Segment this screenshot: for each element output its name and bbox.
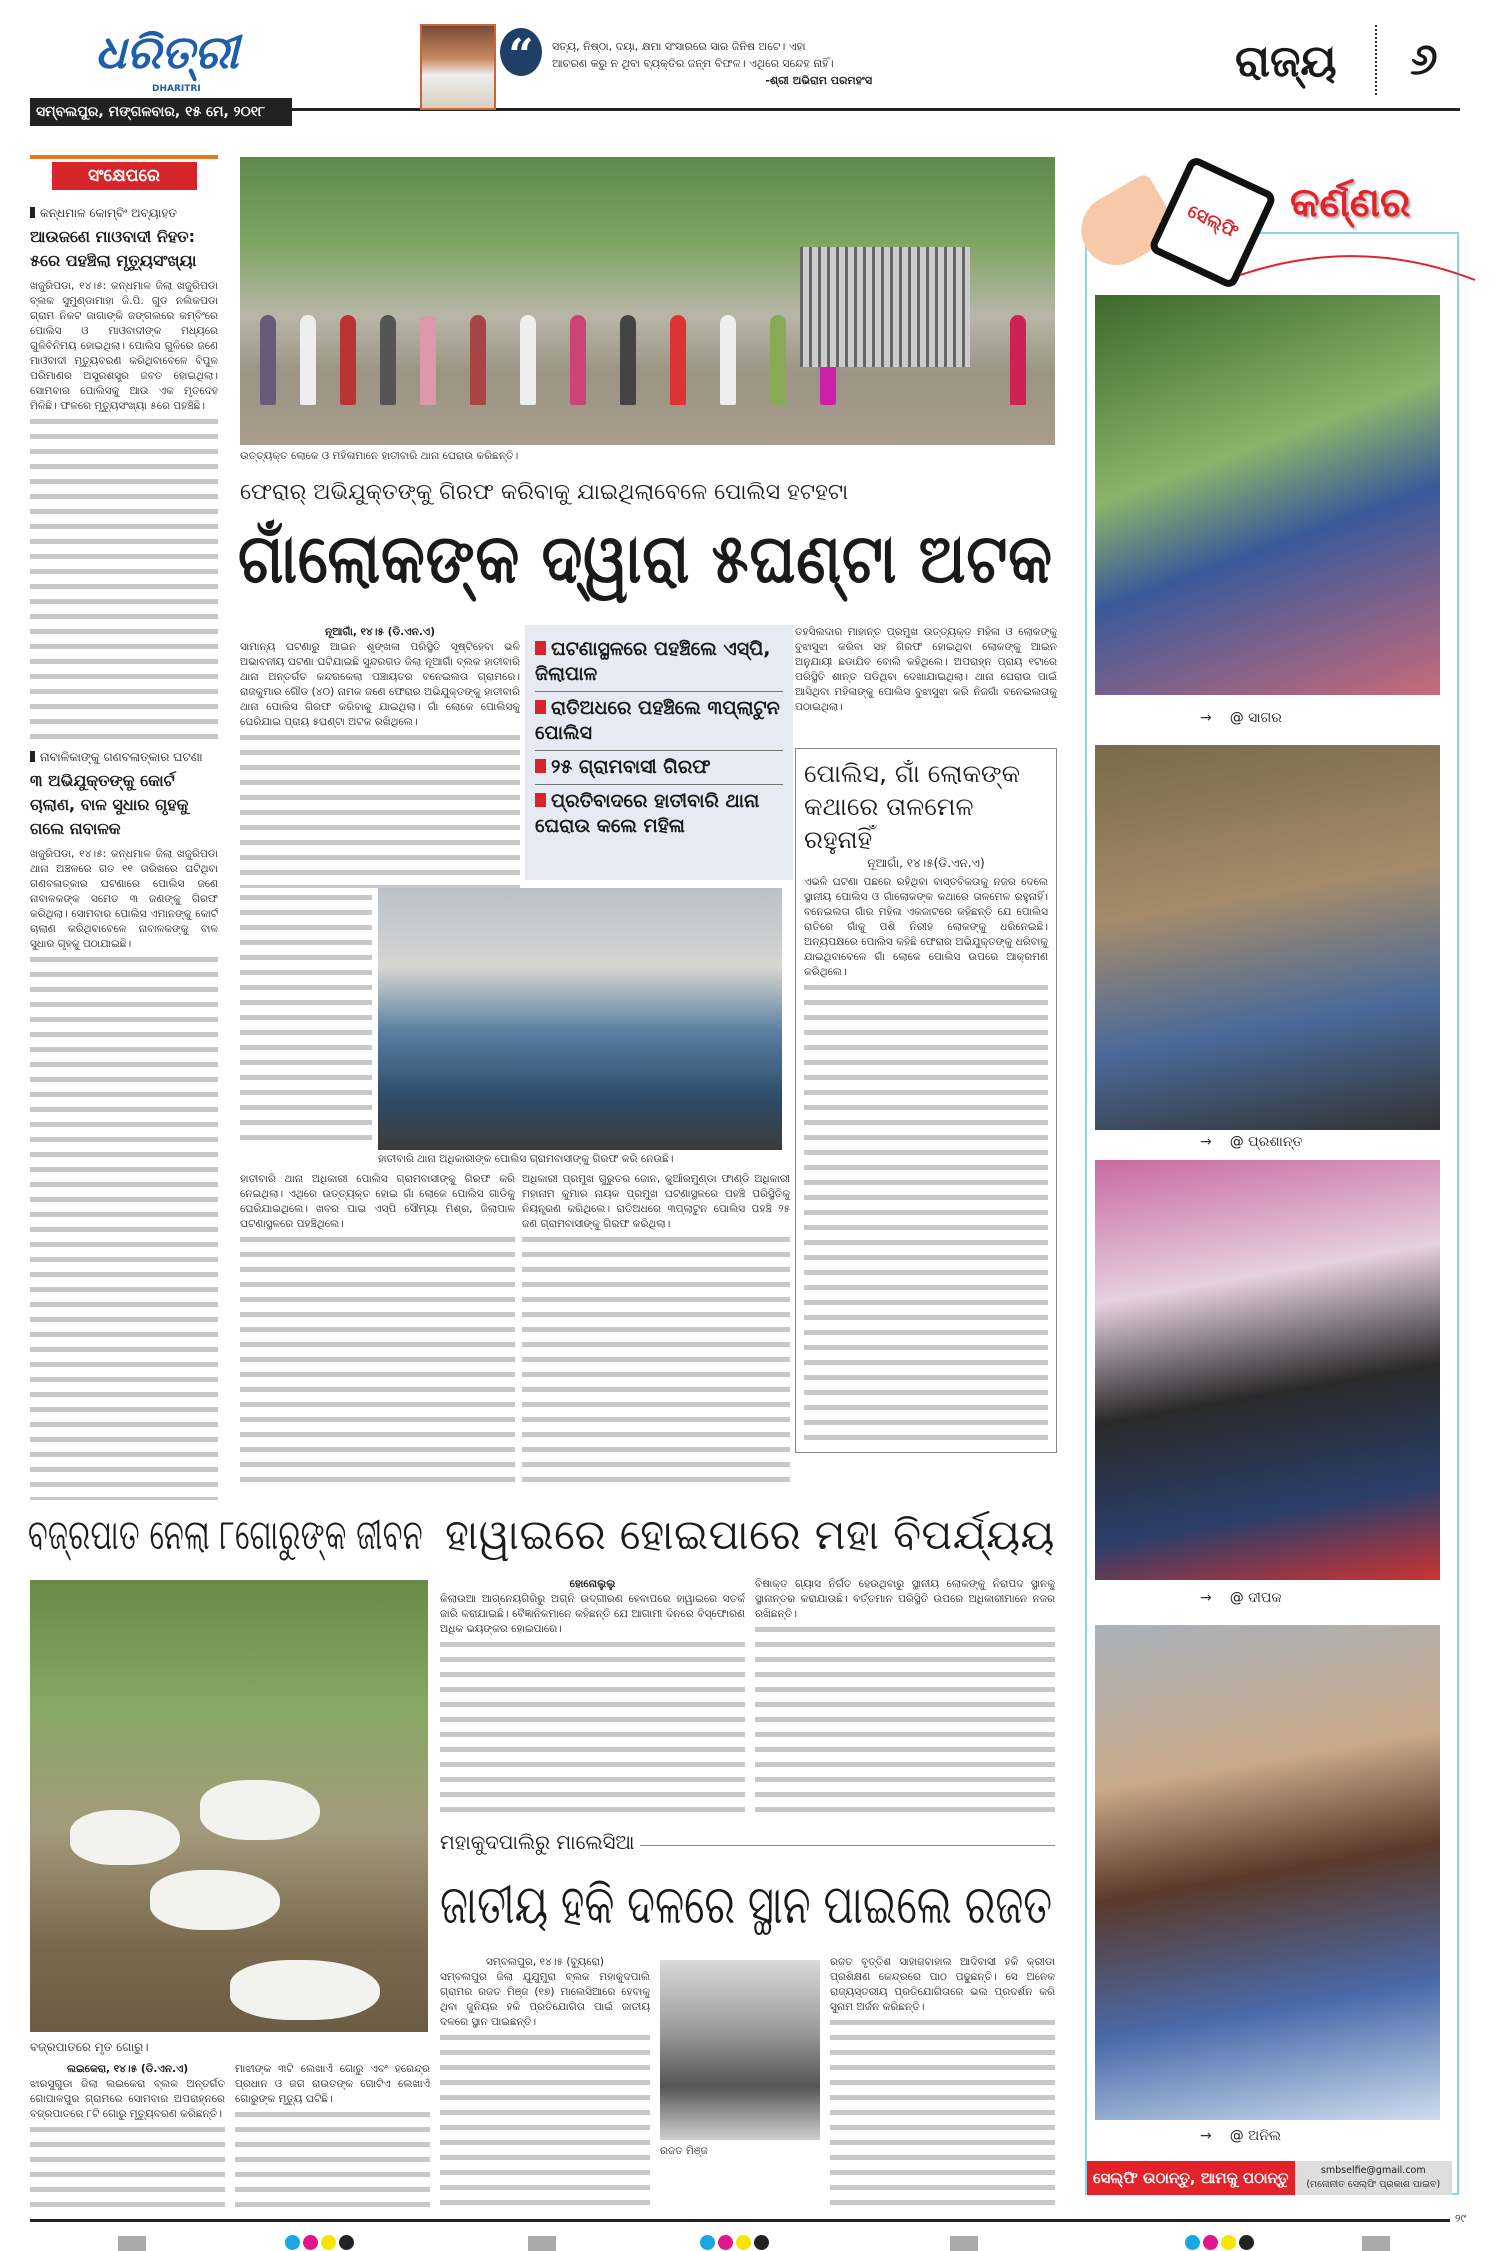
text-filler xyxy=(30,2122,225,2212)
hawaii-headline: ହାୱାଇରେ ହୋଇପାରେ ମହା ବିପର୍ଯ୍ୟୟ xyxy=(445,1510,1055,1559)
text-filler xyxy=(240,730,520,888)
magenta-dot xyxy=(303,2235,318,2250)
selfie-photo-2 xyxy=(1095,745,1440,1130)
magenta-dot xyxy=(1203,2235,1218,2250)
sidebar-story-dateline: ନୂଆଗାଁ, ୧୪।୫(ଡି.ଏନ.ଏ) xyxy=(867,856,985,870)
black-dot xyxy=(339,2235,354,2250)
lead-column-1 xyxy=(240,625,520,888)
selfie-banner-title: ସେଲ୍‌ଫି ଉଠାନ୍ତୁ, ଆମକୁ ପଠାନ୍ତୁ xyxy=(1087,2161,1295,2195)
saint-portrait xyxy=(420,24,496,110)
selfie-email-link[interactable]: smbselfie@gmail.com xyxy=(1320,2165,1426,2176)
lead-column-1b xyxy=(240,890,372,1150)
decorative-arc xyxy=(1240,245,1480,285)
yellow-dot xyxy=(1221,2235,1236,2250)
selfie-banner-contact xyxy=(1295,2161,1452,2195)
magenta-dot xyxy=(718,2235,733,2250)
lead-column-3 xyxy=(795,625,1057,743)
sidebar-story-text: ଏଭଳି ଘଟଣା ପଛରେ ରହିଥିବା ବାସ୍ତବିକତାକୁ ନଜର ଦେଲେ ସ୍ଥାନୀୟ ପୋଲିସ ଓ ଗାଁଲୋକଙ୍କ କଥାରେ ତାଳମେଳ ରହୁନାହିଁ। ବନେଇଲତା ଗାଁର ମହିଳା ଏକଜାଟରେ କହିଛନ୍ତି ଯେ ପୋଲିସ ରାତିରେ ଗାଁକୁ ପଶି ନିରୀହ ଲୋକଙ୍କୁ ଧରିନେଇଛି। ଅନ୍ୟପକ୍ଷରେ ପୋଲିସ କହିଛି ଫେରାର ଅଭିଯୁକ୍ତଙ୍କୁ ଧରିବାକୁ ଯାଇଥିବାବେଳେ ଗାଁ ଲୋକେ ପୋଲିସ ଉପରେ ଆକ୍ରମଣ କରିଥିଲେ। xyxy=(804,876,1048,978)
cattle-text: ଝାରସୁଗୁଡା ଜିଲା ଲଇକେରା ବ୍ଲକ ଅନ୍ତର୍ଗତ ଗୋପାଳପୁର ଗ୍ରାମରେ ସୋମବାର ଅପରାହ୍ନରେ ବଜ୍ରପାତରେ ୮ଟି ଗୋରୁ ମୃତ୍ୟୁବରଣ କରିଛନ୍ତି। xyxy=(30,2078,225,2120)
hawaii-column-2 xyxy=(755,1577,1055,1817)
quote-line: ଆଚରଣ କରୁ ନ ଥିବା ବ୍ୟକ୍ତିର ଜନ୍ମ ବିଫଳ। ଏଥିରେ ସନ୍ଦେହ ନାହିଁ। xyxy=(552,57,834,70)
hockey-text: ରଜତ ବୃତ୍ତିଶ ସାହାଜବାହାଲ ଆଦିବାସୀ ହକି କ୍ରୀଡା ପ୍ରଶିକ୍ଷଣ କେନ୍ଦ୍ରରେ ପାଠ ପଢୁଛନ୍ତି। ସେ ଅନେକ ରାଜ୍ୟସ୍ତରୀୟ ପ୍ରତିଯୋଗିତାରେ ଭଲ ପ୍ରଦର୍ଶନ କରି ସୁନାମ ଅର୍ଜନ କରିଛନ୍ତି। xyxy=(830,1956,1055,2013)
briefs-tag: ସଂକ୍ଷେପରେ xyxy=(52,162,197,190)
folio: ୨୯ xyxy=(1455,2212,1466,2225)
registration-mark xyxy=(950,2236,978,2251)
lead-text: ହାତୀବାରି ଥାନା ଅଧିକାରୀ ପୋଲିସ ଗ୍ରାମବାସୀଙ୍କୁ ଗିରଫ କରି ନେଇଥିଲା। ଏଥିରେ ଉତ୍ତ୍ୟକ୍ତ ହୋଇ ଗାଁ ଲୋକେ ପୋଲିସ ଗାଡିକୁ ଘେରିଯାଇଥିଲେ। ଖବର ପାଇ ଏସ୍‌ପି ସୌମ୍ୟା ମିଶ୍ର, ଜିଲାପାଳ ଘଟଣାସ୍ଥଳରେ ପହଞ୍ଚିଥିଲେ। xyxy=(240,1173,515,1230)
text-filler xyxy=(804,980,1048,1444)
selfie-caption: → @ ସାଗର xyxy=(1200,710,1282,726)
lead-photo-caption: ଉତ୍ତ୍ୟକ୍ତ ଲୋକେ ଓ ମହିଳାମାନେ ହାତୀବାରି ଥାନା ଘେରାଉ କରିଛନ୍ତି। xyxy=(240,450,519,462)
cattle-photo-caption: ବଜ୍ରପାତରେ ମୃତ ଗୋରୁ। xyxy=(30,2040,149,2054)
lead-text: ସାମାନ୍ୟ ଘଟଣାରୁ ଆଇନ ଶୃଙ୍ଖଳା ପରିସ୍ଥିତି ସୃଷ୍ଟିହେବା ଭଳି ଅଭାବନୀୟ ଘଟଣା ଘଟିଯାଇଛି ସୁନ୍ଦରଗଡ ଜିଲା ନୂଆଗାଁ ବ୍ଲକ ହାତୀବାରି ଥାନା ଅନ୍ତର୍ଗତ କନ୍ଦରକେଲା ପଞ୍ଚାୟତର ବନେଇଲତା ଗ୍ରାମରେ। ରାଜକୁମାର ଗୌଡ (୪୦) ନାମକ ଜଣେ ଫେରାର ଅଭିଯୁକ୍ତଙ୍କୁ ହାତୀବାରି ଥାନା ପୋଲିସ ଗିରଫ କରିବାକୁ ଯାଇଥିଲା। ଗାଁ ଲୋକେ ପୋଲିସକୁ ଘେରିଯାଇ ପ୍ରାୟ ୫ଘଣ୍ଟା ଅଟକ ରଖିଥିଲେ। xyxy=(240,641,520,728)
quote-icon: “ xyxy=(500,28,542,76)
text-filler xyxy=(235,2107,430,2212)
quote-author: -ଶ୍ରୀ ଅଭିରାମ ପରମହଂସ xyxy=(765,74,872,87)
phone-icon: ସେଲ୍‌ଫି xyxy=(1147,155,1277,290)
highlights-box xyxy=(525,625,793,880)
selfie-caption: → @ ଦୀପକ xyxy=(1200,1590,1282,1606)
brief-text: ଖଜୁରିପଡା, ୧୪।୫: କନ୍ଧମାଳ ଜିଲା ଖଜୁରିପଡା ଥାନା ଅଞ୍ଚଳରେ ଗତ ୧୧ ତାରିଖରେ ଘଟିଥିବା ଗଣବଳାତ୍କାର ଘଟଣାରେ ପୋଲିସ ଜଣେ ନାବାଳକଙ୍କ ସମେତ ୩ ଜଣଙ୍କୁ ଗିରଫ କରିଥିଲା। ସୋମବାର ପୋଲିସ ଏମାନଙ୍କୁ କୋର୍ଟ ଚାଲାଣ କରିଥିବାବେଳେ ନାବାଳକଙ୍କୁ ବାଳ ସୁଧାର ଗୃହକୁ ପଠାଯାଇଛି। xyxy=(30,848,218,950)
hockey-kicker: ମହାକୁଦପାଲିରୁ ମାଲେସିଆ xyxy=(440,1830,635,1854)
lead-text: ଅଧିକାରୀ ପ୍ରମୁଖ ଗୁରୁତର ଜୋନ, କୁଆଁରମୁଣ୍ଡା ଫାଣ୍ଡି ଅଧିକାରୀ ମହାନାମ କୁମାର ନାୟକ ପ୍ରମୁଖ ଘଟଣାସ୍ଥଳରେ ପହଞ୍ଚି ପରିସ୍ଥିତିକୁ ନିୟନ୍ତ୍ରଣ କରିଥିଲେ। ରାତିଅଧରେ ୩ପ୍ଲାଟୁନ ପୋଲିସ ପହଞ୍ଚି ୨୫ ଜଣ ଗ୍ରାମବାସୀଙ୍କୁ ଗିରଫ କରିଥିଲା। xyxy=(522,1173,790,1230)
briefs-bar xyxy=(30,155,218,159)
text-filler xyxy=(30,414,218,744)
hawaii-column-1 xyxy=(440,1577,745,1817)
cyan-dot xyxy=(700,2235,715,2250)
highlight-item: ୨୫ ଗ୍ରାମବାସୀ ଗିରଫ xyxy=(535,751,783,785)
yellow-dot xyxy=(736,2235,751,2250)
selfie-photo-1 xyxy=(1095,295,1440,695)
masthead-logo-en: DHARITRI xyxy=(152,84,201,94)
selfie-corner-header xyxy=(1075,150,1475,280)
player-photo xyxy=(660,1960,820,2140)
selfie-submit-banner xyxy=(1087,2161,1452,2195)
hawaii-dateline: ହୋନୋଲୁଲୁ xyxy=(569,1578,616,1590)
daily-quote xyxy=(552,38,872,89)
lead-lower-column-2 xyxy=(522,1172,790,1490)
selfie-photo-3 xyxy=(1095,1160,1440,1580)
black-dot xyxy=(1239,2235,1254,2250)
dateline: ସମ୍ବଲପୁର, ମଙ୍ଗଳବାର, ୧୫ ମେ, ୨୦୧୮ xyxy=(30,98,292,126)
registration-mark xyxy=(1362,2236,1390,2251)
briefs-column xyxy=(30,155,218,1500)
quote-line: ସତ୍ୟ, ନିଷ୍ଠା, ଦୟା, କ୍ଷମା ସଂସାରରେ ସାର ଜିନିଷ ଅଟେ। ଏହା xyxy=(552,40,806,53)
lead-text: ତହସିଲଦାର ମାହାନ୍ତ ପ୍ରମୁଖ ଉତ୍ତ୍ୟକ୍ତ ମହିଳା ଓ ଲୋକଙ୍କୁ ବୁଝାସୁଝା କରିବା ସହ ଗିରଫ ହୋଇଥିବା ଲୋକଙ୍କୁ ଆଇନ ଅନୁଯାୟୀ ଛଡାଯିବ ବୋଲି କହିଥିଲେ। ଅପରାହ୍ନ ପ୍ରାୟ ୧ଟାରେ ପରିସ୍ଥିତି ଶାନ୍ତ ପଡିଥିବା ଦେଖାଯାଇଥିଲା। ଥାନା ଘେରାଉ ପାଇଁ ଆସିଥିବା ମହିଳାଙ୍କୁ ପୋଲିସ ବୁଝାସୁଝା କରି ନିଜଗାଁ ବନେଇଲତାକୁ ପଠାଇଥିଲା। xyxy=(795,626,1057,713)
highlight-item: ପ୍ରତିବାଦରେ ହାତୀବାରି ଥାନା ଘେରାଉ କଲେ ମହିଳା xyxy=(535,785,783,843)
text-filler xyxy=(440,1637,745,1817)
hawaii-text: କିଲାଉଆ ଆଗ୍ନେୟଗିରିରୁ ଅଗ୍ନି ଉଦ୍‌ଗୀରଣ ହେବାପରେ ହାୱାଇରେ ସତର୍କ ଜାରି କରାଯାଇଛି। ବୈଜ୍ଞାନିକମାନେ କହିଛନ୍ତି ଯେ ଆଗାମୀ ଦିନରେ ବିସ୍ଫୋରଣ ଅଧିକ ଭୟଙ୍କର ହୋଇପାରେ। xyxy=(440,1593,745,1635)
text-filler xyxy=(755,1622,1055,1817)
selfie-caption: → @ ଅନିଲ xyxy=(1200,2128,1281,2144)
brief-kicker: ନାବାଳିକାଙ୍କୁ ଗଣବଳାତ୍କାର ଘଟଣା xyxy=(30,750,218,765)
black-dot xyxy=(754,2235,769,2250)
hockey-headline: ଜାତୀୟ ହକି ଦଳରେ ସ୍ଥାନ ପାଇଲେ ରଜତ xyxy=(440,1873,1053,1936)
footer-rule xyxy=(30,2219,1450,2222)
text-filler xyxy=(240,1232,515,1490)
lead-headline: ଗାଁଲୋକଙ୍କ ଦ୍ୱାରା ୫ଘଣ୍ଟା ଅଟକ xyxy=(238,520,1053,599)
cattle-text: ମାଝୀଙ୍କ ୩ଟି ଲେଖାଏଁ ଗୋରୁ ଏବଂ ହରେନ୍ଦ୍ର ପ୍ରଧାନ ଓ ଜଗ ରାଉତଙ୍କ ଗୋଟିଏ ଲେଖାଏଁ ଗୋରୁଙ୍କ ମୃତ୍ୟୁ ଘଟିଛି। xyxy=(235,2063,430,2105)
hockey-text: ସମ୍ବଲପୁର ଜିଲା ଯୁଯୁମୁରା ବ୍ଲକ ମହାକୁଦପାଲି ଗ୍ରାମର ରଜତ ମିଞ୍ଜ (୧୭) ମାଲେସିଆରେ ହେବାକୁ ଥିବା ଜୁନିୟର ହକି ପ୍ରତିଯୋଗିତା ପାଇଁ ଜାତୀୟ ଦଳରେ ସ୍ଥାନ ପାଇଛନ୍ତି। xyxy=(440,1971,650,2028)
brief-headline: ଆଉଜଣେ ମାଓବାଦୀ ନିହତ: ୫ରେ ପହଞ୍ଚିଲା ମୃତ୍ୟୁସଂଖ୍ୟା xyxy=(30,227,197,270)
lead-photo-crowd xyxy=(240,157,1055,445)
selfie-corner-title: କର୍ଣ୍ଣର xyxy=(1290,180,1411,226)
page-number: ୬ xyxy=(1410,34,1438,85)
cattle-headline: ବଜ୍ରପାତ ନେଲା ୮ଗୋରୁଙ୍କ ଜୀବନ xyxy=(28,1510,424,1559)
dead-cattle-photo xyxy=(30,1580,428,2032)
bus-photo-caption: ହାତୀବାରି ଥାନା ଅଧିକାରୀଙ୍କ ପୋଲିସ ଗ୍ରାମବାସୀଙ୍କୁ ଗିରଫ କରି ନେଉଛି। xyxy=(378,1153,674,1165)
selfie-note: (ମନୋନୀତ ସେଲ୍‌ଫି ପ୍ରକାଶ ପାଇବ) xyxy=(1306,2179,1441,2190)
masthead-logo: ଧରିତ୍ରୀ xyxy=(95,25,239,79)
player-photo-caption: ରଜତ ମିଞ୍ଜ xyxy=(660,2145,708,2157)
lead-lower-column-1 xyxy=(240,1172,515,1490)
cyan-dot xyxy=(285,2235,300,2250)
divider xyxy=(640,1845,1055,1846)
lead-dateline: ନୂଆଗାଁ, ୧୪।୫ (ଡି.ଏନ.ଏ) xyxy=(325,626,435,638)
divider xyxy=(1375,25,1377,95)
hawaii-text: ବିଷାକ୍ତ ଗ୍ୟାସ ନିର୍ଗତ ହେଉଥିବାରୁ ସ୍ଥାନୀୟ ଲୋକଙ୍କୁ ନିରାପଦ ସ୍ଥାନକୁ ସ୍ଥାନାନ୍ତର କରାଯାଉଛି। ବର୍ତ୍ତମାନ ପରିସ୍ଥିତି ଉପରେ ଅଧିକାରୀମାନେ ନଜର ରଖିଛନ୍ତି। xyxy=(755,1578,1055,1620)
text-filler xyxy=(522,1232,790,1490)
hockey-column-2 xyxy=(830,1955,1055,2215)
brief-text: ଖଜୁରିପଡା, ୧୪।୫: କନ୍ଧମାଳ ଜିଲା ଖଜୁରିପଡା ବ୍ଲକ ସୁମୁଣ୍ଡାମାହା ଜି.ପି. ଗୁଡ ନଲିକପଡା ଗ୍ରାମ ନିକଟ ଜାଗାଙ୍କି ଜଙ୍ଗଲରେ କମ୍ବିଂରେ ପୋଲିସ ଓ ମାଓବାଦୀଙ୍କ ମଧ୍ୟରେ ଗୁଳିବିନିମୟ ହୋଇଥିଲା। ପୋଲିସ ଗୁଳିରେ ଜଣେ ମାଓବାଦୀ ମୃତ୍ୟୁବରଣ କରିଥିବାବେଳେ ବିପୁଳ ପରିମାଣର ଅସ୍ତ୍ରଶସ୍ତ୍ର ଜବତ ହୋଇଥିଲା। ସୋମବାର ପୋଲିସକୁ ଆଉ ଏକ ମୃତଦେହ ମିଳିଛି। ଫଳରେ ମୃତ୍ୟୁସଂଖ୍ୟା ୫ରେ ପହଞ୍ଚିଛି। xyxy=(30,280,218,412)
cattle-dateline: ଲଇକେରା, ୧୪।୫ (ଡି.ଏନ.ଏ) xyxy=(66,2063,189,2075)
selfie-caption: → @ ପ୍ରଶାନ୍ତ xyxy=(1200,1134,1303,1150)
highlight-item: ରାତିଅଧରେ ପହଞ୍ଚିଲେ ୩ପ୍ଲାଟୁନ ପୋଲିସ xyxy=(535,692,783,751)
section-title: ରାଜ୍ୟ xyxy=(1235,36,1337,87)
registration-mark xyxy=(118,2236,146,2251)
lead-kicker: ଫେରାର୍ ଅଭିଯୁକ୍ତଙ୍କୁ ଗିରଫ କରିବାକୁ ଯାଇଥିଲାବେଳେ ପୋଲିସ ହଟହଟା xyxy=(240,480,849,505)
cyan-dot xyxy=(1185,2235,1200,2250)
hockey-dateline: ସମ୍ବଲପୁର, ୧୪।୫ (ବ୍ୟୁରୋ) xyxy=(486,1956,604,1968)
text-filler xyxy=(30,952,218,1500)
text-filler xyxy=(440,2030,650,2215)
bus-photo xyxy=(378,888,782,1150)
yellow-dot xyxy=(321,2235,336,2250)
highlight-item: ଘଟଣାସ୍ଥଳରେ ପହଞ୍ଚିଲେ ଏସ୍‌ପି, ଜିଲାପାଳ xyxy=(535,633,783,692)
cattle-column-1 xyxy=(30,2062,225,2212)
cattle-column-2 xyxy=(235,2062,430,2212)
brief-headline: ୩ ଅଭିଯୁକ୍ତଙ୍କୁ କୋର୍ଟ ଚାଲାଣ, ବାଳ ସୁଧାର ଗୃହକୁ ଗଲେ ନାବାଳକ xyxy=(30,771,189,838)
text-filler xyxy=(240,890,372,1150)
brief-kicker: କନ୍ଧମାଳ କୋମ୍ବିଂ ଅବ୍ୟାହତ xyxy=(30,206,218,221)
sidebar-story-headline: ପୋଲିସ, ଗାଁ ଲୋକଙ୍କ କଥାରେ ତାଳମେଳ ରହୁନାହିଁ xyxy=(804,759,1021,854)
selfie-photo-4 xyxy=(1095,1625,1440,2120)
sidebar-story-box xyxy=(795,748,1057,1453)
text-filler xyxy=(830,2015,1055,2215)
hockey-column-1 xyxy=(440,1955,650,2215)
registration-mark xyxy=(528,2236,556,2251)
